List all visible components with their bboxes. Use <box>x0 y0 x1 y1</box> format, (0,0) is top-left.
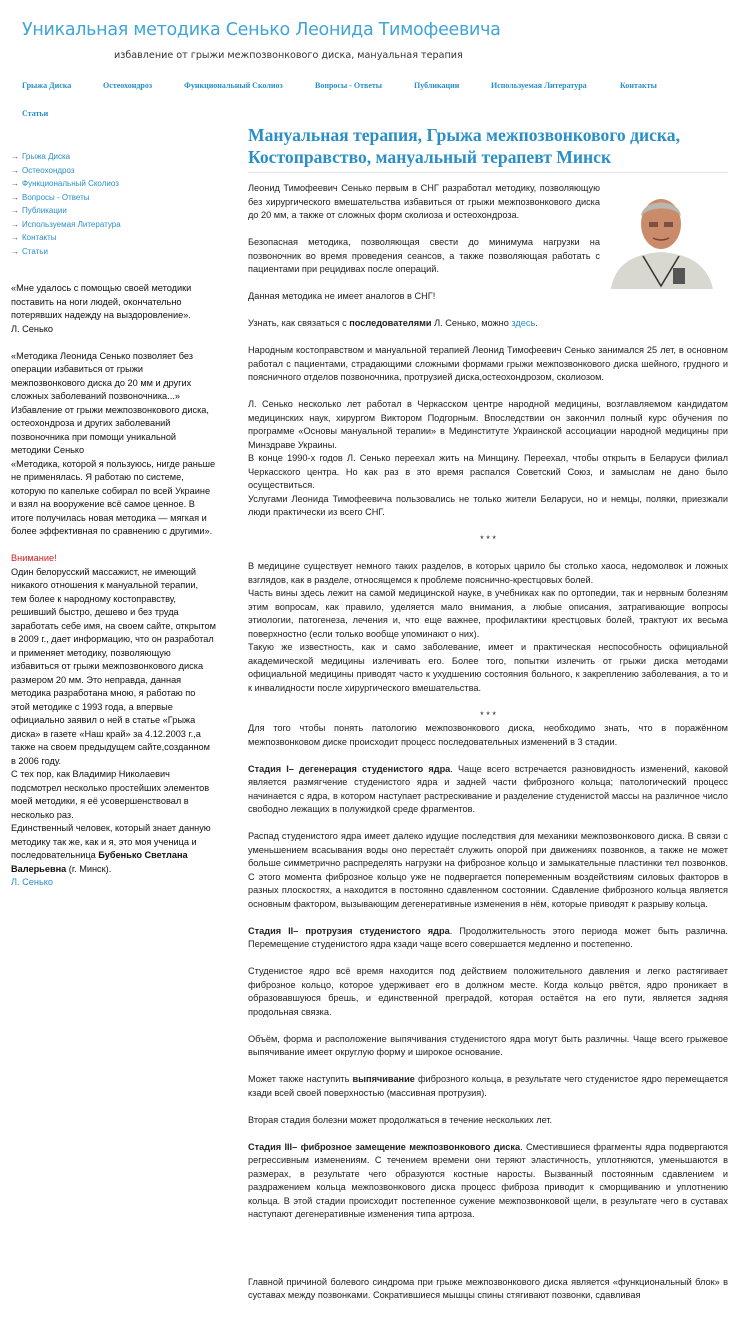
sidebar-item-literature[interactable] <box>11 218 231 232</box>
student-name: Бубенько Светлана Валерьевна <box>11 850 188 874</box>
article-paragraph-1: В медицине существует немного таких разделов, в которых царило бы столько хаоса, недомолвок и ложных взглядов, как в разделе, относящемся к проблеме пояснично-крестцовых болей. <box>248 561 728 585</box>
stage-1-paragraph: Стадия I– дегенерация студенистого ядра. Чаще всего встречается разновидность изменений, каковой является размягчение студенистого ядра и задней части фиброзного кольца; патологический процесс начинается с ядра, в котором наступает растрескивание и разделение студенистой массы на различное число свободно лежащих в полужидкой среде фрагментов. <box>248 763 729 814</box>
sidebar-item-label: Публикации <box>22 206 67 215</box>
sidebar-item-label: Используемая Литература <box>22 219 121 229</box>
arrow-icon: → <box>11 246 19 256</box>
section-separator: * * * <box>480 534 496 544</box>
article-paragraph-8: Может также наступить выпячивание фиброзного кольца, в результате чего студенистое ядро перемещается кзади всей своей поверхностью (массивная протрузия). <box>248 1074 728 1098</box>
no-analog-text: Данная методика не имеет аналогов в СНГ! <box>248 291 436 301</box>
arrow-icon: → <box>11 219 19 229</box>
article-paragraph-10: Главной причиной болевого синдрома при грыже межпозвонкового диска является «функциональный блок» в суставах между позвонками. Сократившиеся мышцы спины стягивают позвонки, сдавливая <box>248 1276 728 1300</box>
site-header <box>0 0 750 130</box>
topnav-articles[interactable]: Статьи <box>22 109 49 118</box>
author-photo-image <box>603 186 720 289</box>
article-paragraph-4: Для того чтобы понять патологию межпозвонкового диска, необходимо знать, что в поражённом межпозвонковом диске происходит процесс последовательных изменений в 3 стадии. <box>248 723 728 747</box>
arrow-icon: → <box>11 179 19 188</box>
topnav-contacts[interactable]: Контакты <box>620 81 657 90</box>
bio-paragraph-1: Народным костоправством и мануальной терапией Леонид Тимофеевич Сенько занимался 25 лет, в основном работал с пациентами, страдающими сложными формами грыжи межпозвонкового диска шейного, грудного и поясничного отделов позвоночника, протрузией диска,остеохондрозом, сколиозом. <box>248 345 728 382</box>
topnav-faq[interactable]: Вопросы - Ответы <box>315 81 383 90</box>
sidebar-nav <box>11 150 231 258</box>
article-paragraph-7: Объём, форма и расположение выпячивания студенистого ядра могут быть различны. Чаще всего грыжевое выпячивание имеет округлую форму и широкое основание. <box>248 1033 728 1057</box>
contact-here-link[interactable]: здесь <box>511 318 536 328</box>
sidebar-quote-1: «Мне удалось с помощью своей методики поставить на ноги людей, окончательно потерявших надежду на выздоровление». Л. Сенько <box>11 283 192 334</box>
sidebar-item-contacts[interactable] <box>11 231 231 245</box>
main-content <box>248 124 728 1303</box>
author-photo <box>603 186 720 289</box>
sidebar-item-osteochondrosis[interactable] <box>11 164 231 178</box>
topnav-osteochondrosis[interactable]: Остеохондроз <box>103 81 153 90</box>
arrow-icon: → <box>11 233 19 242</box>
stage-2-paragraph: Стадия II– протрузия студенистого ядра. Продолжительность этого периода может быть различна. Перемещение студенистого ядра кзади чаще всего совершается медленно и постепенно. <box>248 925 728 949</box>
site-subtitle: избавление от грыжи межпозвонкового диска, мануальная терапия <box>114 50 463 61</box>
sidebar-item-scoliosis[interactable] <box>11 177 231 191</box>
sidebar-item-publications[interactable] <box>11 204 231 218</box>
sidebar-item-label: Функциональный Сколиоз <box>22 179 119 188</box>
sidebar <box>11 150 231 890</box>
arrow-icon: → <box>11 152 19 161</box>
sidebar-signature: Л. Сенько <box>11 877 53 887</box>
arrow-icon: → <box>11 192 19 202</box>
contact-line: Узнать, как связаться с последователями Л. Сенько, можно здесь. <box>248 318 538 328</box>
sidebar-item-label: Статьи <box>22 246 48 256</box>
sidebar-item-label: Контакты <box>22 233 57 242</box>
page-title: Мануальная терапия, Грыжа межпозвонкового диска, Костоправство, мануальный терапевт Минск <box>248 124 728 173</box>
stage-3-paragraph: Стадия III– фиброзное замещение межпозвонкового диска. Сместившиеся фрагменты ядра подвергаются регрессивным изменениям. С течением времени они теряют эластичность, уплотняются, уменьшаются в размерах, в результате чего образуются костные наросты. Вызванный постоянным сдавлением и раздражением кольца межпозвонкового диска процесс фиброза приводит к сморщиванию и уплотнению кольца. В этой стадии происходит постепенное сужение межпозвонковой щели, в результате чего в суставах наступают дегенеративные изменения типа артроза. <box>248 1141 728 1219</box>
section-separator: * * * <box>480 709 496 720</box>
topnav-scoliosis[interactable]: Функциональный Сколиоз <box>184 81 283 90</box>
topnav-literature[interactable]: Используемая Литература <box>491 81 587 90</box>
bio-paragraph-3: В конце 1990-х годов Л. Сенько переехал жить на Минщину. Переехал, чтобы открыть в Беларуси филиал Черкасского центра. Но как раз в это время распался Советский Союз, и замыслам не дано было осуществиться. <box>248 453 728 490</box>
sidebar-item-hernia[interactable] <box>11 150 231 164</box>
warning-title: Внимание! <box>11 553 57 563</box>
sidebar-item-label: Остеохондроз <box>22 165 75 175</box>
article-paragraph-5: Распад студенистого ядра имеет далеко идущие последствия для механики межпозвонкового диска. В связи с уменьшением всасывания воды оно перестаёт служить опорой при движениях позвонков, а также не может больше симметрично распределять нагрузки на фиброзное кольцо и замыкательные пластинки тел позвонков. С этого момента фиброзное кольцо уже не подвергается попеременным воздействиям силовых факторов в разных плоскостях, а находится в постоянно сдавленном состоянии. Сдавление фиброзного кольца является основным фактором, вызывающим дегенеративные изменения в нём, которые приводят к разрыву кольца. <box>248 831 728 909</box>
site-title[interactable]: Уникальная методика Сенько Леонида Тимофеевича <box>22 20 501 40</box>
topnav-publications[interactable]: Публикации <box>414 81 460 90</box>
sidebar-item-label: Вопросы - Ответы <box>22 192 90 202</box>
article-paragraph-2: Часть вины здесь лежит на самой медицинской науке, в учебниках как по ортопедии, так и нервным болезням этим вопросам, как правило, уделяется мало внимания, а любые описания, затрагивающие вопросы этиологии, патогенеза, лечения и, что еще важнее, профилактики крестцовых болей, трактуют их весьма поверхностно (если только вообще упоминают о них). <box>248 588 728 639</box>
sidebar-item-label: Грыжа Диска <box>22 152 71 161</box>
bio-paragraph-4: Услугами Леонида Тимофеевича пользовались не только жители Беларуси, но и немцы, поляки, приезжали люди практически из всего СНГ. <box>248 493 728 517</box>
warning-text: Один белорусский массажист, не имеющий никакого отношения к мануальной терапии, тем более к народному костоправству, решивший быстро, дешево и без труда заработать себе имя, на своем сайте, открытом в 2009 г., дает информацию, что он разработал и применяет методику, позволяющую избавиться от грыжи межпозвонкового диска размером 20 мм. Это неправда, данная методика разработана мною, я работаю по этой методике с 1993 года, а впервые официально заявил о ней в статье «Грыжа диска» в газете «Наш край» за 4.12.2003 г.,а также на своем предыдущем сайте,созданном в 2006 году. С тех пор, как Владимир Николаевич подсмотрел несколько простейших элементов моей методики, я её усовершенствовал в несколько раз. Единственный человек, который знает данную методику так же, как и я, это моя ученица и последовательница Бубенько Светлана Валерьевна (г. Минск). <box>11 566 216 874</box>
arrow-icon: → <box>11 165 19 175</box>
sidebar-item-articles[interactable] <box>11 245 231 259</box>
topnav-hernia[interactable]: Грыжа Диска <box>22 81 72 90</box>
intro-paragraph-2: Безопасная методика, позволяющая свести до минимума нагрузки на позвоночник во время проведения сеансов, а также позволяющая работать с пациентами при рецидивах после операций. <box>248 237 600 274</box>
intro-paragraph-1: Леонид Тимофеевич Сенько первым в СНГ разработал методику, позволяющую без хирургического вмешательства избавиться от грыжи межпозвонкового диска до 20 мм, а также от сложных форм сколиоза и остеохондроза. <box>248 183 600 220</box>
bio-paragraph-2: Л. Сенько несколько лет работал в Черкасском центре народной медицины, возглавляемом кандидатом медицинских наук, хирургом Виктором Подгорным. Впоследствии он закончил полный курс обучения по программе «Основы мануальной терапии» в Мединституте Украинской ассоциации народной медицины при Минздраве Украины. <box>248 399 728 450</box>
article-paragraph-6: Студенистое ядро всё время находится под действием положительного давления и легко растягивает фиброзное кольцо, которое удерживает его в должном месте. Когда кольцо рвётся, ядро проникает в образовавшуюся брешь, и единственной преградой, которая остаётся на его пути, является задняя продольная связка. <box>248 966 728 1017</box>
sidebar-quote-2: «Методика Леонида Сенько позволяет без операции избавиться от грыжи межпозвонкового диска до 20 мм и других сложных заболеваний позвоночника...» Избавление от грыжи межпозвонкового диска, остеохондроза и других заболеваний позвоночника при помощи уникальной методики Сенько «Методика, которой я пользуюсь, нигде раньше не применялась. Я работаю по системе, которую по капельке собирал по всей Украине и взял на вооружение всё самое ценное. В итоге получилась новая методика — мягкая и более эффективная по сравнению с другими». <box>11 350 216 536</box>
arrow-icon: → <box>11 206 19 215</box>
sidebar-item-faq[interactable] <box>11 191 231 205</box>
article-paragraph-3: Такую же известность, как и само заболевание, имеет и практическая неспособность официальной академической медицины излечивать его. Более того, попытки излечить от грыжи диска методами официальной медицины приводят часто к ухудшению состояния больного, к закреплению заболевания, а то и к инвалидности после хирургического вмешательства. <box>248 642 728 693</box>
article-paragraph-9: Вторая стадия болезни может продолжаться в течение нескольких лет. <box>248 1114 553 1125</box>
